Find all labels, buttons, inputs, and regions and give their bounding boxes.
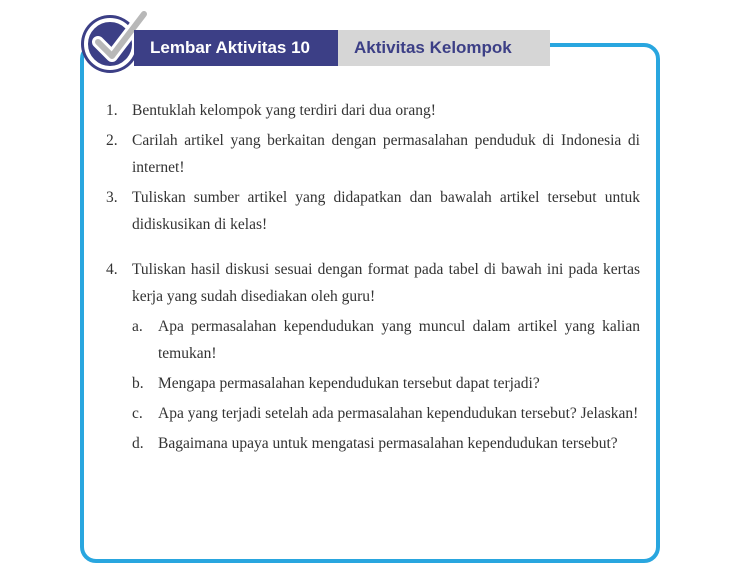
activity-badge [84,18,136,70]
item-number: 1. [106,102,118,119]
sub-item-letter: d. [132,435,144,452]
item-text: Carilah artikel yang berkaitan dengan permasalahan penduduk di Indonesia di internet! [132,132,640,176]
sub-list-item [132,370,640,397]
item-text: Bentuklah kelompok yang terdiri dari dua orang! [132,102,436,119]
list-item [106,184,640,238]
sub-item-text: Mengapa permasalahan kependudukan tersebut dapat terjadi? [158,375,540,392]
item-number: 2. [106,132,118,149]
activity-number-tab: Lembar Aktivitas 10 [134,30,338,66]
sub-list-item [132,430,640,457]
item-number: 3. [106,189,118,206]
sub-item-text: Apa yang terjadi setelah ada permasalahan kependudukan tersebut? Jelaskan! [158,405,639,422]
sub-item-letter: b. [132,375,144,392]
sub-list [132,313,640,457]
sub-list-item [132,313,640,367]
list-item [106,256,640,310]
item-text: Tuliskan sumber artikel yang didapatkan dan bawalah artikel tersebut untuk didiskusikan di kelas! [132,189,640,233]
sub-item-letter: c. [132,405,143,422]
list-item [106,127,640,181]
sub-item-text: Bagaimana upaya untuk mengatasi permasalahan kependudukan tersebut? [158,435,618,452]
activity-type-tab: Aktivitas Kelompok [338,30,550,66]
sub-item-letter: a. [132,318,143,335]
sub-item-text: Apa permasalahan kependudukan yang muncul dalam artikel yang kalian temukan! [158,318,640,362]
item-number: 4. [106,261,118,278]
sub-list-item [132,400,640,427]
instruction-list [106,97,640,457]
item-text: Tuliskan hasil diskusi sesuai dengan format pada tabel di bawah ini pada kertas kerja yang sudah disediakan oleh guru! [132,261,640,305]
list-item [106,97,640,124]
